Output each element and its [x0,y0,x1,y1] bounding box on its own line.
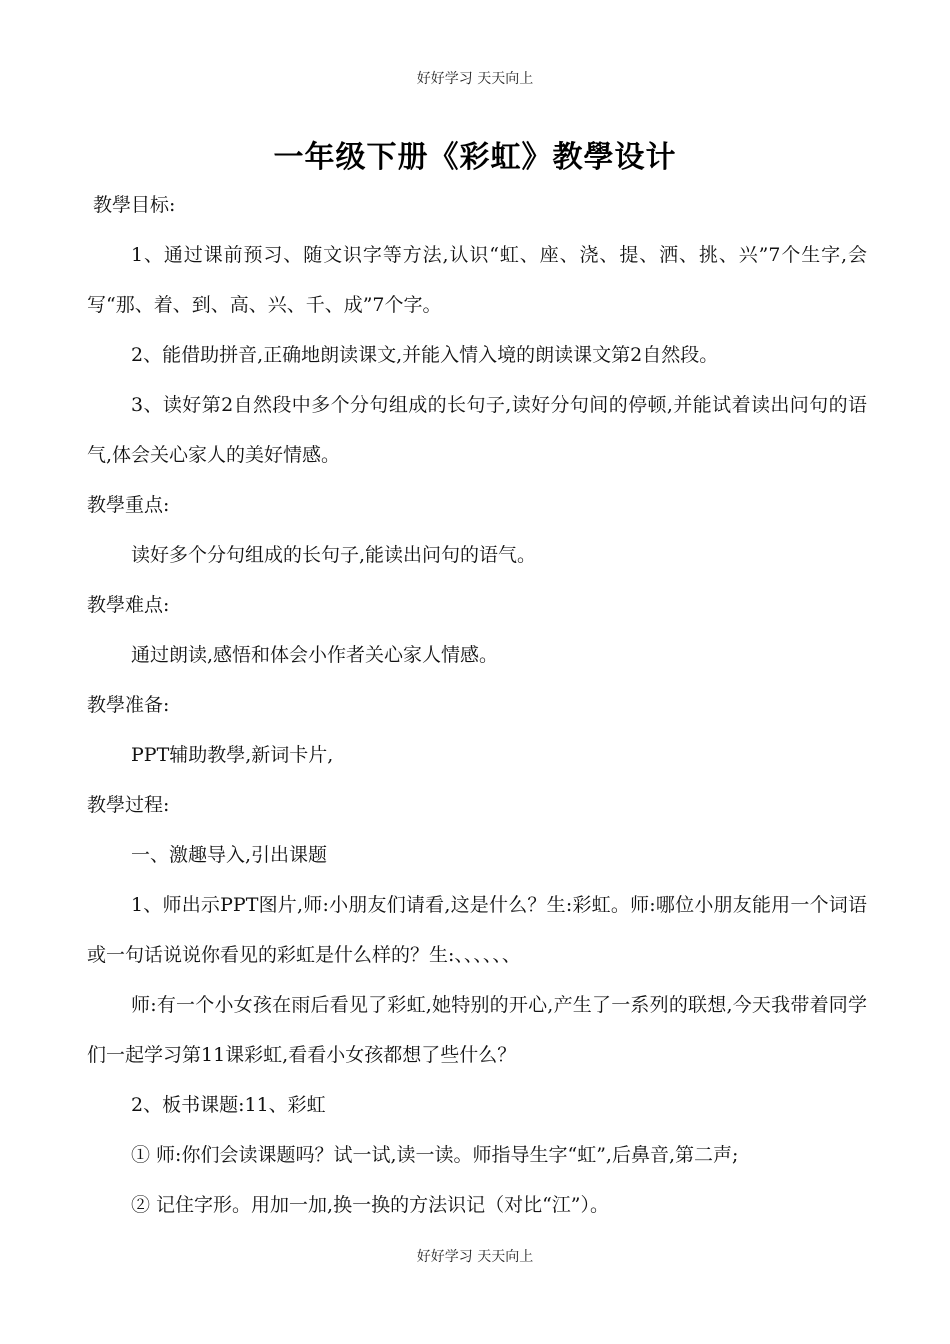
section-heading-preparation: 教學准备: [87,694,170,716]
paragraph: 通过朗读,感悟和体会小作者关心家人情感。 [131,644,499,666]
paragraph: 1、师出示PPT图片,师:小朋友们请看,这是什么？生:彩虹。师:哪位小朋友能用一个词语或一句话说说你看见的彩虹是什么样的？生:、、、、、、 [87,894,867,966]
paragraph: 3、读好第2自然段中多个分句组成的长句子,读好分句间的停顿,并能试着读出问句的语气,体会关心家人的美好情感。 [87,394,867,466]
paragraph: 1、通过课前预习、随文识字等方法,认识“虹、座、浇、提、洒、挑、兴”7个生字,会写“那、着、到、高、兴、千、成”7个字。 [87,244,867,316]
paragraph: 读好多个分句组成的长句子,能读出问句的语气。 [131,544,537,566]
section-heading-process: 教學过程: [87,794,170,816]
page-header: 好好学习 天天向上 [416,71,534,87]
paragraph: ① 师:你们会读课题吗？试一试,读一读。师指导生字“虹”,后鼻音,第二声; [131,1144,739,1166]
section-heading-key-points: 教學重点: [87,494,170,516]
section-heading-difficulties: 教學难点: [87,594,170,616]
section-heading-objectives: 教學目标: [93,194,176,216]
paragraph: PPT辅助教學,新词卡片, [131,744,334,766]
paragraph: 2、能借助拼音,正确地朗读课文,并能入情入境的朗读课文第2自然段。 [131,344,719,366]
paragraph: 师:有一个小女孩在雨后看见了彩虹,她特别的开心,产生了一系列的联想,今天我带着同学们一起学习第11课彩虹,看看小女孩都想了些什么？ [87,994,867,1066]
paragraph: 一、激趣导入,引出课题 [131,844,328,866]
page-footer: 好好学习 天天向上 [416,1249,534,1265]
document-title: 一年级下册《彩虹》教學设计 [273,140,677,175]
document-body [87,180,867,1230]
paragraph: 2、板书课题:11、彩虹 [131,1094,326,1116]
paragraph: ② 记住字形。用加一加,换一换的方法识记（对比“江”）。 [131,1194,610,1216]
